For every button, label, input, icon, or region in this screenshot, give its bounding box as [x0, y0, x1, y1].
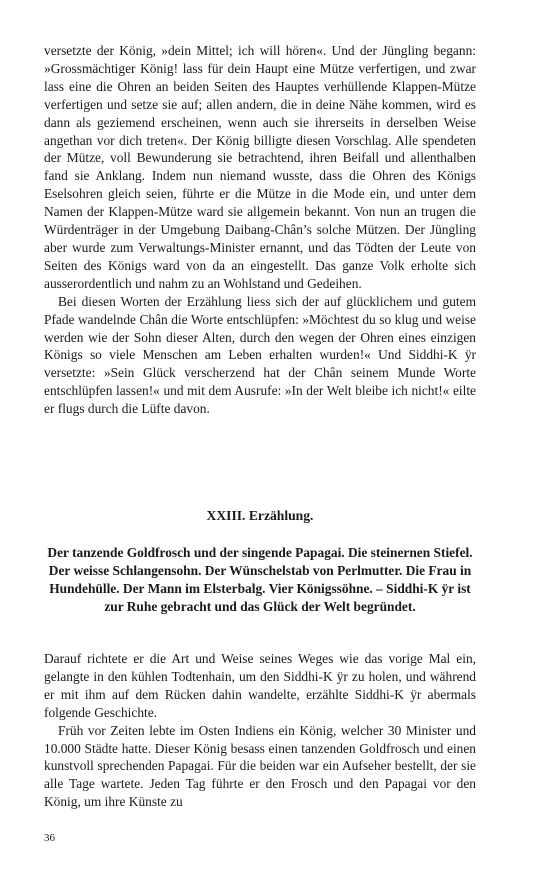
paragraph: Bei diesen Worten der Erzählung liess sich der auf glücklichem und gutem Pfade wandelnde Chân die Worte entschlüpfen: »Möchtest du so klug und weise werden wie der Sohn dieser Alten, durch den wegen der Ohren eines einzigen Königs so viele Menschen am Leben erhalten wurden!« Und Siddhi-K ÿr versetzte: »Sein Glück verscherzend hat der Chân seinem Munde Worte entschlüpfen lassen!« und mit dem Ausrufe: »In der Welt bleibe ich nicht!« eilte er flugs durch die Lüfte davon.: [44, 293, 476, 417]
text-block-bottom: [44, 650, 476, 811]
text-block-top: [44, 42, 476, 418]
chapter-summary: Der tanzende Goldfrosch und der singende Papagai. Die steinernen Stiefel. Der weisse Schlangensohn. Der Wünschelstab von Perlmutter. Die Frau in Hundehülle. Der Mann im Elsterbalg. Vier Königssöhne. – Siddhi-K ÿr ist zur Ruhe gebracht und das Glück der Welt begründet.: [47, 545, 473, 614]
paragraph: versetzte der König, »dein Mittel; ich will hören«. Und der Jüngling begann: »Grossmächtiger König! lass für dein Haupt eine Mütze verfertigen, und zwar lass eine die Ohren an beiden Seiten des Hauptes verhüllende Klappen-Mütze verfertigen und setze sie auf; allen andern, die in deine Nähe kommen, wird es dann als geziemend erscheinen, wenn auch sie ihrerseits in derselben Weise angethan vor dich treten«. Der König billigte diesen Vorschlag. Alle spendeten der Mütze, voll Bewunderung sie betrachtend, ihren Beifall und allenthalben fand sie Anklang. Indem nun niemand wusste, dass die Ohren des Königs Eselsohren gleich seien, führte er die Mütze in die Mode ein, und unter dem Namen der Klappen-Mütze ward sie allgemein bekannt. Von nun an trugen die Würdenträger in der Umgebung Daibang-Chân’s solche Mützen. Der Jüngling aber wurde zum Verwaltungs-Minister ernannt, und das Tödten der Leute von Seiten des Königs ward von da an eingestellt. Das ganze Volk erholte sich ausserordentlich und nahm zu an Wohlstand und Gedeihen.: [44, 43, 476, 291]
chapter-heading: XXIII. Erzählung.: [206, 508, 314, 523]
paragraph: Darauf richtete er die Art und Weise seines Weges wie das vorige Mal ein, gelangte in den kühlen Todtenhain, um den Siddhi-K ÿr zu holen, und während er mit ihm auf dem Rücken dahin wandelte, erzählte Siddhi-K ÿr abermals folgende Geschichte.: [44, 651, 476, 720]
paragraph: Früh vor Zeiten lebte im Osten Indiens ein König, welcher 30 Minister und 10.000 Städte hatte. Dieser König besass einen tanzenden Goldfrosch und einen kunstvoll sprechenden Papagai. Für die beiden war ein Aufseher bestellt, der sie alle Tage wartete. Jeden Tag führte er den Frosch und den Papagai vor den König, um ihre Künste zu: [44, 722, 476, 810]
page-number: 36: [44, 832, 55, 844]
